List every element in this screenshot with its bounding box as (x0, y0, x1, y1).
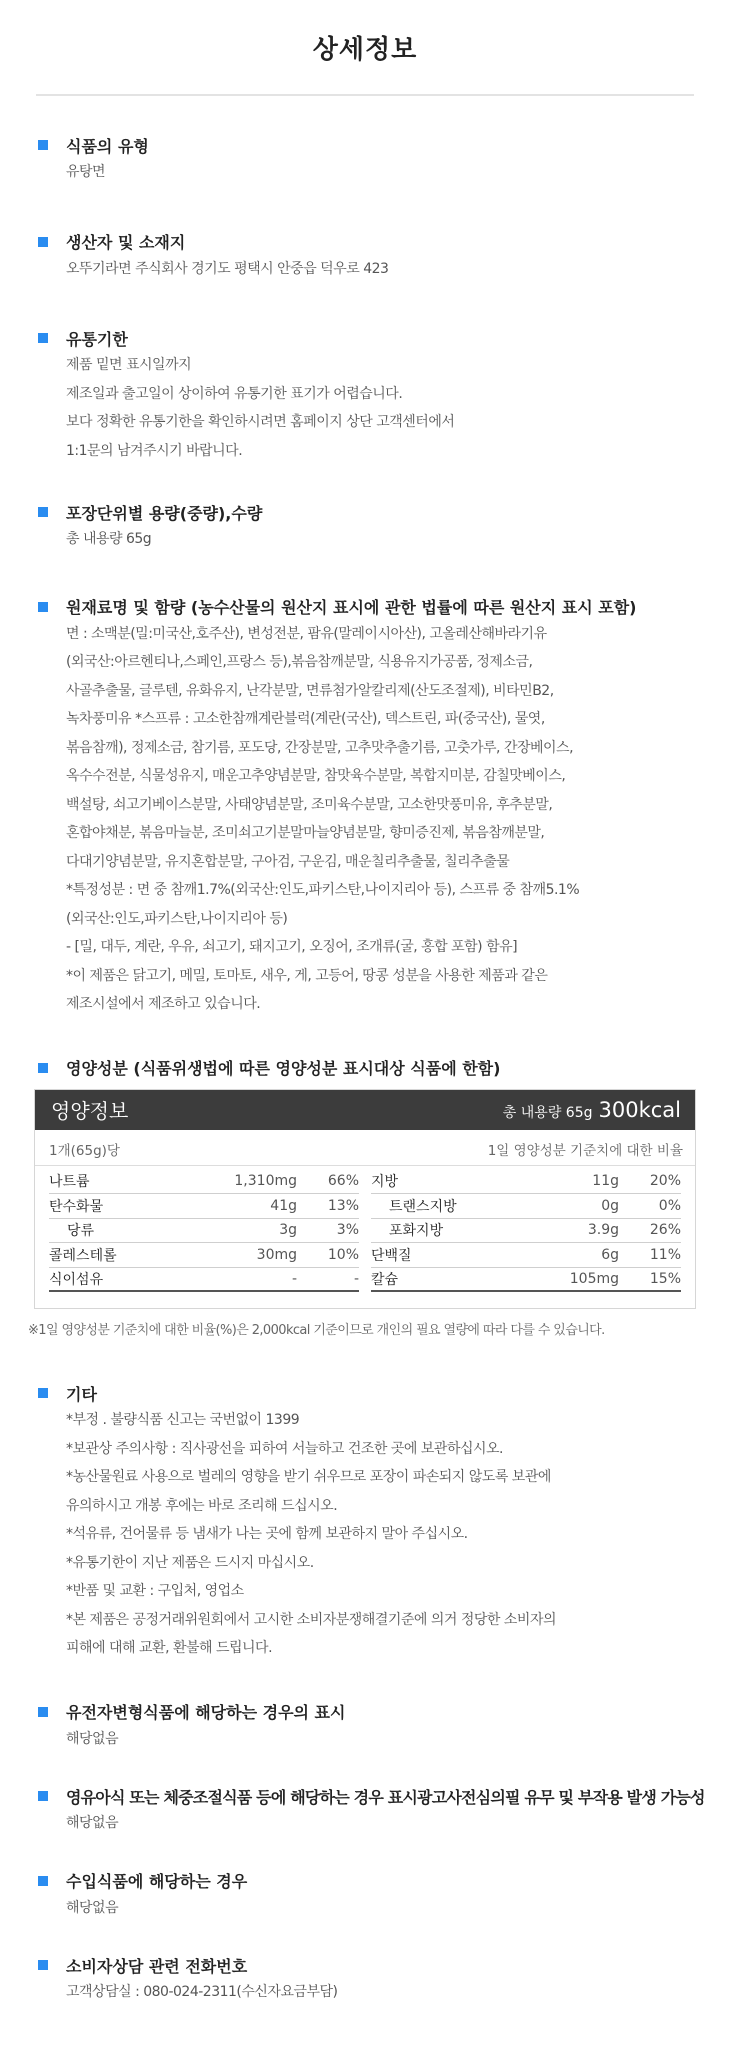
bullet-icon (38, 1960, 48, 1970)
nutrient-name: 나트륨 (49, 1174, 90, 1191)
section-text: 제조일과 출고일이 상이하여 유통기한 표기가 어렵습니다. (66, 385, 403, 402)
section-text: *석유류, 건어물류 등 냄새가 나는 곳에 함께 보관하지 말아 주십시오. (66, 1526, 468, 1543)
nutrient-name: 식이섬유 (49, 1272, 104, 1289)
nutrient-amount: 30mg (256, 1247, 297, 1264)
nutrition-title: 영양정보 (51, 1099, 129, 1123)
nutrient-name: 당류 (67, 1223, 95, 1240)
section-text: 볶음참깨), 정제소금, 참기름, 포도당, 간장분말, 고추맛추출기름, 고춧가루, 간장베이스, (66, 739, 574, 756)
nutrient-row (49, 1194, 359, 1219)
nutrient-amount: 6g (601, 1247, 619, 1264)
section-text: *보관상 주의사항 : 직사광선을 피하여 서늘하고 건조한 곳에 보관하십시오. (66, 1440, 503, 1457)
nutrient-percent: 0% (658, 1197, 681, 1214)
section-imported (38, 1868, 694, 1923)
bullet-icon (38, 1063, 48, 1073)
section-infant (38, 1783, 705, 1838)
nutrient-percent: 20% (649, 1173, 681, 1190)
nutrient-amount: 11g (592, 1173, 619, 1190)
section-nutrition (28, 1055, 694, 1339)
nutrient-percent: 26% (649, 1222, 681, 1239)
section-food-type (38, 132, 694, 187)
section-title: 포장단위별 용량(중량),수량 (66, 503, 263, 523)
section-text: 다대기양념분말, 유지혼합분말, 구아검, 구운김, 매운칠리추출물, 칠리추출물 (66, 853, 510, 870)
section-text: *이 제품은 닭고기, 메밀, 토마토, 새우, 게, 고등어, 땅콩 성분을 사용한 제품과 같은 (66, 967, 548, 984)
nutrient-name: 콜레스테롤 (49, 1248, 117, 1265)
nutrient-row (371, 1268, 681, 1293)
nutrient-amount: 3.9g (587, 1222, 619, 1239)
title-bar (36, 0, 694, 96)
nutrient-percent: 10% (327, 1247, 359, 1264)
section-text: *농산물원료 사용으로 벌레의 영향을 받기 쉬우므로 포장이 파손되지 않도록 보관에 (66, 1469, 551, 1486)
bullet-icon (38, 1876, 48, 1886)
nutrient-name: 단백질 (371, 1248, 412, 1265)
section-text: 유의하시고 개봉 후에는 바로 조리해 드십시오. (66, 1497, 338, 1514)
section-title: 영유아식 또는 체중조절식품 등에 해당하는 경우 표시광고사전심의필 유무 및 부작용 발생 가능성 (66, 1787, 705, 1807)
nutrition-tables (35, 1166, 695, 1309)
section-contact (38, 1952, 694, 2007)
section-text: *특정성분 : 면 중 참깨1.7%(외국산:인도,파키스탄,나이지리아 등), 스프류 중 참깨5.1% (66, 882, 580, 898)
section-text: 녹차풍미유 *스프류 : 고소한참깨계란블럭(계란(국산), 덱스트린, 파(중국산), 물엿, (66, 711, 545, 727)
bullet-icon (38, 237, 48, 247)
section-text: *본 제품은 공정거래위원회에서 고시한 소비자분쟁해결기준에 의거 정당한 소비자의 (66, 1611, 556, 1628)
section-title: 원재료명 및 함량 (농수산물의 원산지 표시에 관한 법률에 따른 원산지 표시 포함) (66, 598, 637, 617)
nutrient-row (371, 1170, 681, 1195)
section-title: 유전자변형식품에 해당하는 경우의 표시 (66, 1703, 346, 1723)
section-title: 기타 (66, 1384, 97, 1404)
nutrition-footnote: ※1일 영양성분 기준치에 대한 비율(%)은 2,000kcal 기준이므로 개인의 필요 열량에 따라 다를 수 있습니다. (28, 1323, 605, 1339)
nutrient-row (371, 1243, 681, 1268)
nutrient-percent: 13% (327, 1197, 359, 1214)
nutrient-row (49, 1170, 359, 1195)
nutrient-row (49, 1243, 359, 1268)
nutrient-amount: - (291, 1271, 297, 1288)
bullet-icon (38, 1791, 48, 1801)
section-ingredients (38, 594, 694, 1019)
nutrient-percent: - (353, 1271, 359, 1288)
bullet-icon (38, 1707, 48, 1717)
section-text: 피해에 대해 교환, 환불해 드립니다. (66, 1640, 273, 1657)
nutrient-amount: 1,310mg (234, 1173, 297, 1190)
section-text: *유통기한이 지난 제품은 드시지 마십시오. (66, 1554, 314, 1571)
nutrient-name: 칼슘 (371, 1272, 399, 1289)
section-text: 해당없음 (66, 1730, 119, 1747)
bullet-icon (38, 602, 48, 612)
nutrition-box (34, 1089, 696, 1310)
section-title: 수입식품에 해당하는 경우 (66, 1872, 248, 1892)
nutrient-row (49, 1268, 359, 1293)
section-text: 보다 정확한 유통기한을 확인하시려면 홈페이지 상단 고객센터에서 (66, 414, 455, 430)
nutrition-subheader (35, 1130, 695, 1166)
nutrient-percent: 3% (336, 1222, 359, 1239)
nutrient-amount: 3g (279, 1222, 297, 1239)
nutrition-summary (503, 1098, 681, 1122)
bullet-icon (38, 1388, 48, 1398)
section-title: 식품의 유형 (66, 136, 149, 156)
section-text: 백설탕, 쇠고기베이스분말, 사태양념분말, 조미육수분말, 고소한맛풍미유, 후추분말, (66, 796, 553, 813)
section-title: 유통기한 (66, 329, 128, 349)
section-gmo (38, 1699, 694, 1754)
section-text: 해당없음 (66, 1899, 119, 1916)
nutrient-amount: 41g (270, 1197, 297, 1214)
bullet-icon (38, 140, 48, 150)
section-text: 사골추출물, 글루텐, 유화유지, 난각분말, 면류첨가알칼리제(산도조절제), 비타민B2, (66, 682, 554, 699)
nutrition-header (35, 1090, 695, 1130)
section-expiry (38, 325, 694, 465)
section-text: 오뚜기라면 주식회사 경기도 평택시 안중읍 덕우로 423 (66, 260, 389, 277)
section-text: 면 : 소맥분(밀:미국산,호주산), 변성전분, 팜유(말레이시아산), 고올레산해바라기유 (66, 625, 547, 642)
section-etc (38, 1380, 694, 1663)
nutrient-row (371, 1194, 681, 1219)
section-text: 고객상담실 : 080-024-2311(수신자요금부담) (66, 1984, 338, 2001)
total-weight: 총 내용량 65g (502, 1104, 593, 1121)
daily-basis: 1일 영양성분 기준치에 대한 비율 (487, 1142, 683, 1159)
section-text: 해당없음 (66, 1815, 119, 1832)
section-text: *반품 및 교환 : 구입처, 영업소 (66, 1583, 244, 1600)
section-producer (38, 229, 694, 284)
page-title: 상세정보 (312, 34, 418, 65)
section-title: 생산자 및 소재지 (66, 233, 186, 252)
section-text: (외국산:인도,파키스탄,나이지리아 등) (66, 910, 288, 927)
total-kcal: 300kcal (598, 1097, 681, 1122)
bullet-icon (38, 507, 48, 517)
nutrition-left-column (49, 1170, 359, 1293)
section-text: - [밀, 대두, 계란, 우유, 쇠고기, 돼지고기, 오징어, 조개류(굴, 홍합 포함) 함유] (66, 939, 518, 955)
section-title: 소비자상담 관련 전화번호 (66, 1956, 248, 1976)
bullet-icon (38, 333, 48, 343)
section-text: 유탕면 (66, 164, 106, 180)
nutrient-name: 트랜스지방 (389, 1198, 457, 1215)
nutrient-percent: 66% (327, 1173, 359, 1190)
nutrient-name: 탄수화물 (49, 1198, 104, 1215)
nutrient-row (371, 1219, 681, 1244)
nutrient-percent: 11% (649, 1247, 681, 1264)
section-text: 옥수수전분, 식물성유지, 매운고추양념분말, 참맛육수분말, 복합지미분, 감칠맛베이스, (66, 768, 566, 784)
nutrition-right-column (371, 1170, 681, 1293)
section-text: *부정 . 불량식품 신고는 국번없이 1399 (66, 1412, 300, 1429)
nutrient-row (49, 1219, 359, 1244)
section-package (38, 499, 694, 554)
section-title: 영양성분 (식품위생법에 따른 영양성분 표시대상 식품에 한함) (66, 1059, 501, 1078)
nutrient-amount: 0g (601, 1197, 619, 1214)
serving-size: 1개(65g)당 (49, 1142, 120, 1159)
nutrient-name: 포화지방 (389, 1223, 444, 1240)
section-text: (외국산:아르헨티나,스페인,프랑스 등),볶음참깨분말, 식용유지가공품, 정제소금, (66, 654, 533, 670)
section-text: 제품 밑면 표시일까지 (66, 357, 192, 373)
section-text: 1:1문의 남겨주시기 바랍니다. (66, 442, 243, 459)
nutrient-percent: 15% (649, 1271, 681, 1288)
nutrient-amount: 105mg (569, 1271, 619, 1288)
section-text: 총 내용량 65g (66, 531, 152, 547)
section-text: 혼합야채분, 볶음마늘분, 조미쇠고기분말마늘양념분말, 향미증진제, 볶음참깨분말, (66, 825, 545, 841)
section-text: 제조시설에서 제조하고 있습니다. (66, 996, 261, 1012)
nutrient-name: 지방 (371, 1174, 399, 1191)
